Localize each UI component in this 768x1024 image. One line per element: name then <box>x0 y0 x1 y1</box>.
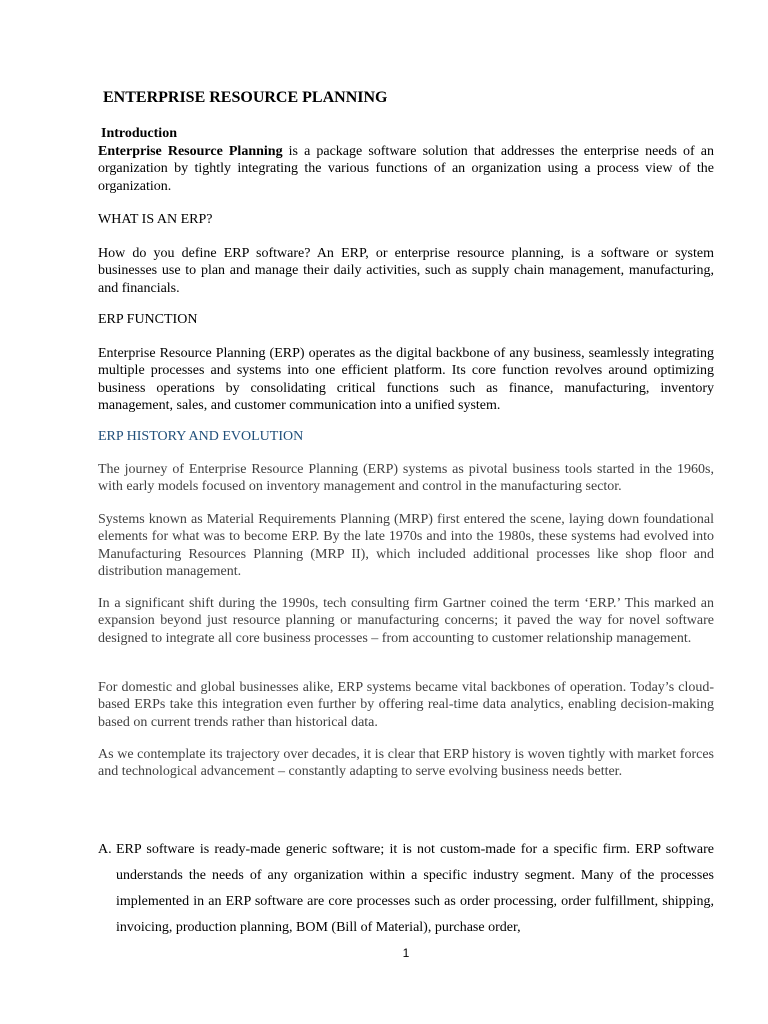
list-item <box>98 837 714 941</box>
introduction-lead-rest: is a package software solution that addresses the enterprise needs of an organization by tightly integrating the various functions of an organization using a process view of the organization. <box>98 144 714 194</box>
what-is-erp-paragraph: How do you define ERP software? An ERP, or enterprise resource planning, is a software or system businesses use to plan and manage their daily activities, such as supply chain management, manufacturing, and financials. <box>98 246 714 296</box>
erp-function-paragraph: Enterprise Resource Planning (ERP) operates as the digital backbone of any business, seamlessly integrating multiple processes and systems into one efficient platform. Its core function revolves around optimizing business operations by consolidating critical functions such as finance, manufacturing, inventory management, sales, and customer communication into a unified system. <box>98 346 714 414</box>
history-paragraph: The journey of Enterprise Resource Planning (ERP) systems as pivotal business tools started in the 1960s, with early models focused on inventory management and control in the manufacturing sector. <box>98 462 714 495</box>
history-paragraph: As we contemplate its trajectory over decades, it is clear that ERP history is woven tightly with market forces and technological advancement – constantly adapting to serve evolving business needs better. <box>98 747 714 780</box>
history-paragraph: Systems known as Material Requirements Planning (MRP) first entered the scene, laying down foundational elements for what was to become ERP. By the late 1970s and into the 1980s, these systems had evolved into Manufacturing Resources Planning (MRP II), which included additional processes like shop floor and distribution management. <box>98 512 714 580</box>
list-marker: A. <box>98 842 112 857</box>
page-number: 1 <box>402 946 410 960</box>
what-is-erp-heading: WHAT IS AN ERP? <box>98 212 213 227</box>
introduction-heading: Introduction <box>101 126 177 141</box>
erp-history-heading: ERP HISTORY AND EVOLUTION <box>98 429 304 444</box>
introduction-lead-bold: Enterprise Resource Planning <box>98 144 283 159</box>
history-paragraph: In a significant shift during the 1990s, tech consulting firm Gartner coined the term ‘ERP.’ This marked an expansion beyond just resource planning or manufacturing concerns; it paved the way for novel software designed to integrate all core business processes – from accounting to customer relationship management. <box>98 596 714 646</box>
document-title: ENTERPRISE RESOURCE PLANNING <box>103 89 388 106</box>
list-item-text: ERP software is ready-made generic software; it is not custom-made for a specific firm. ERP software understands the needs of any organization within a specific industry segment. Many of the processes implemented in an ERP software are core processes such as order processing, order fulfillment, shipping, invoicing, production planning, BOM (Bill of Material), purchase order, <box>116 842 714 935</box>
history-paragraph: For domestic and global businesses alike, ERP systems became vital backbones of operation. Today’s cloud-based ERPs take this integration even further by offering real-time data analytics, enabling decision-making based on current trends rather than historical data. <box>98 680 714 730</box>
erp-function-heading: ERP FUNCTION <box>98 312 198 327</box>
introduction-paragraph <box>98 143 714 195</box>
